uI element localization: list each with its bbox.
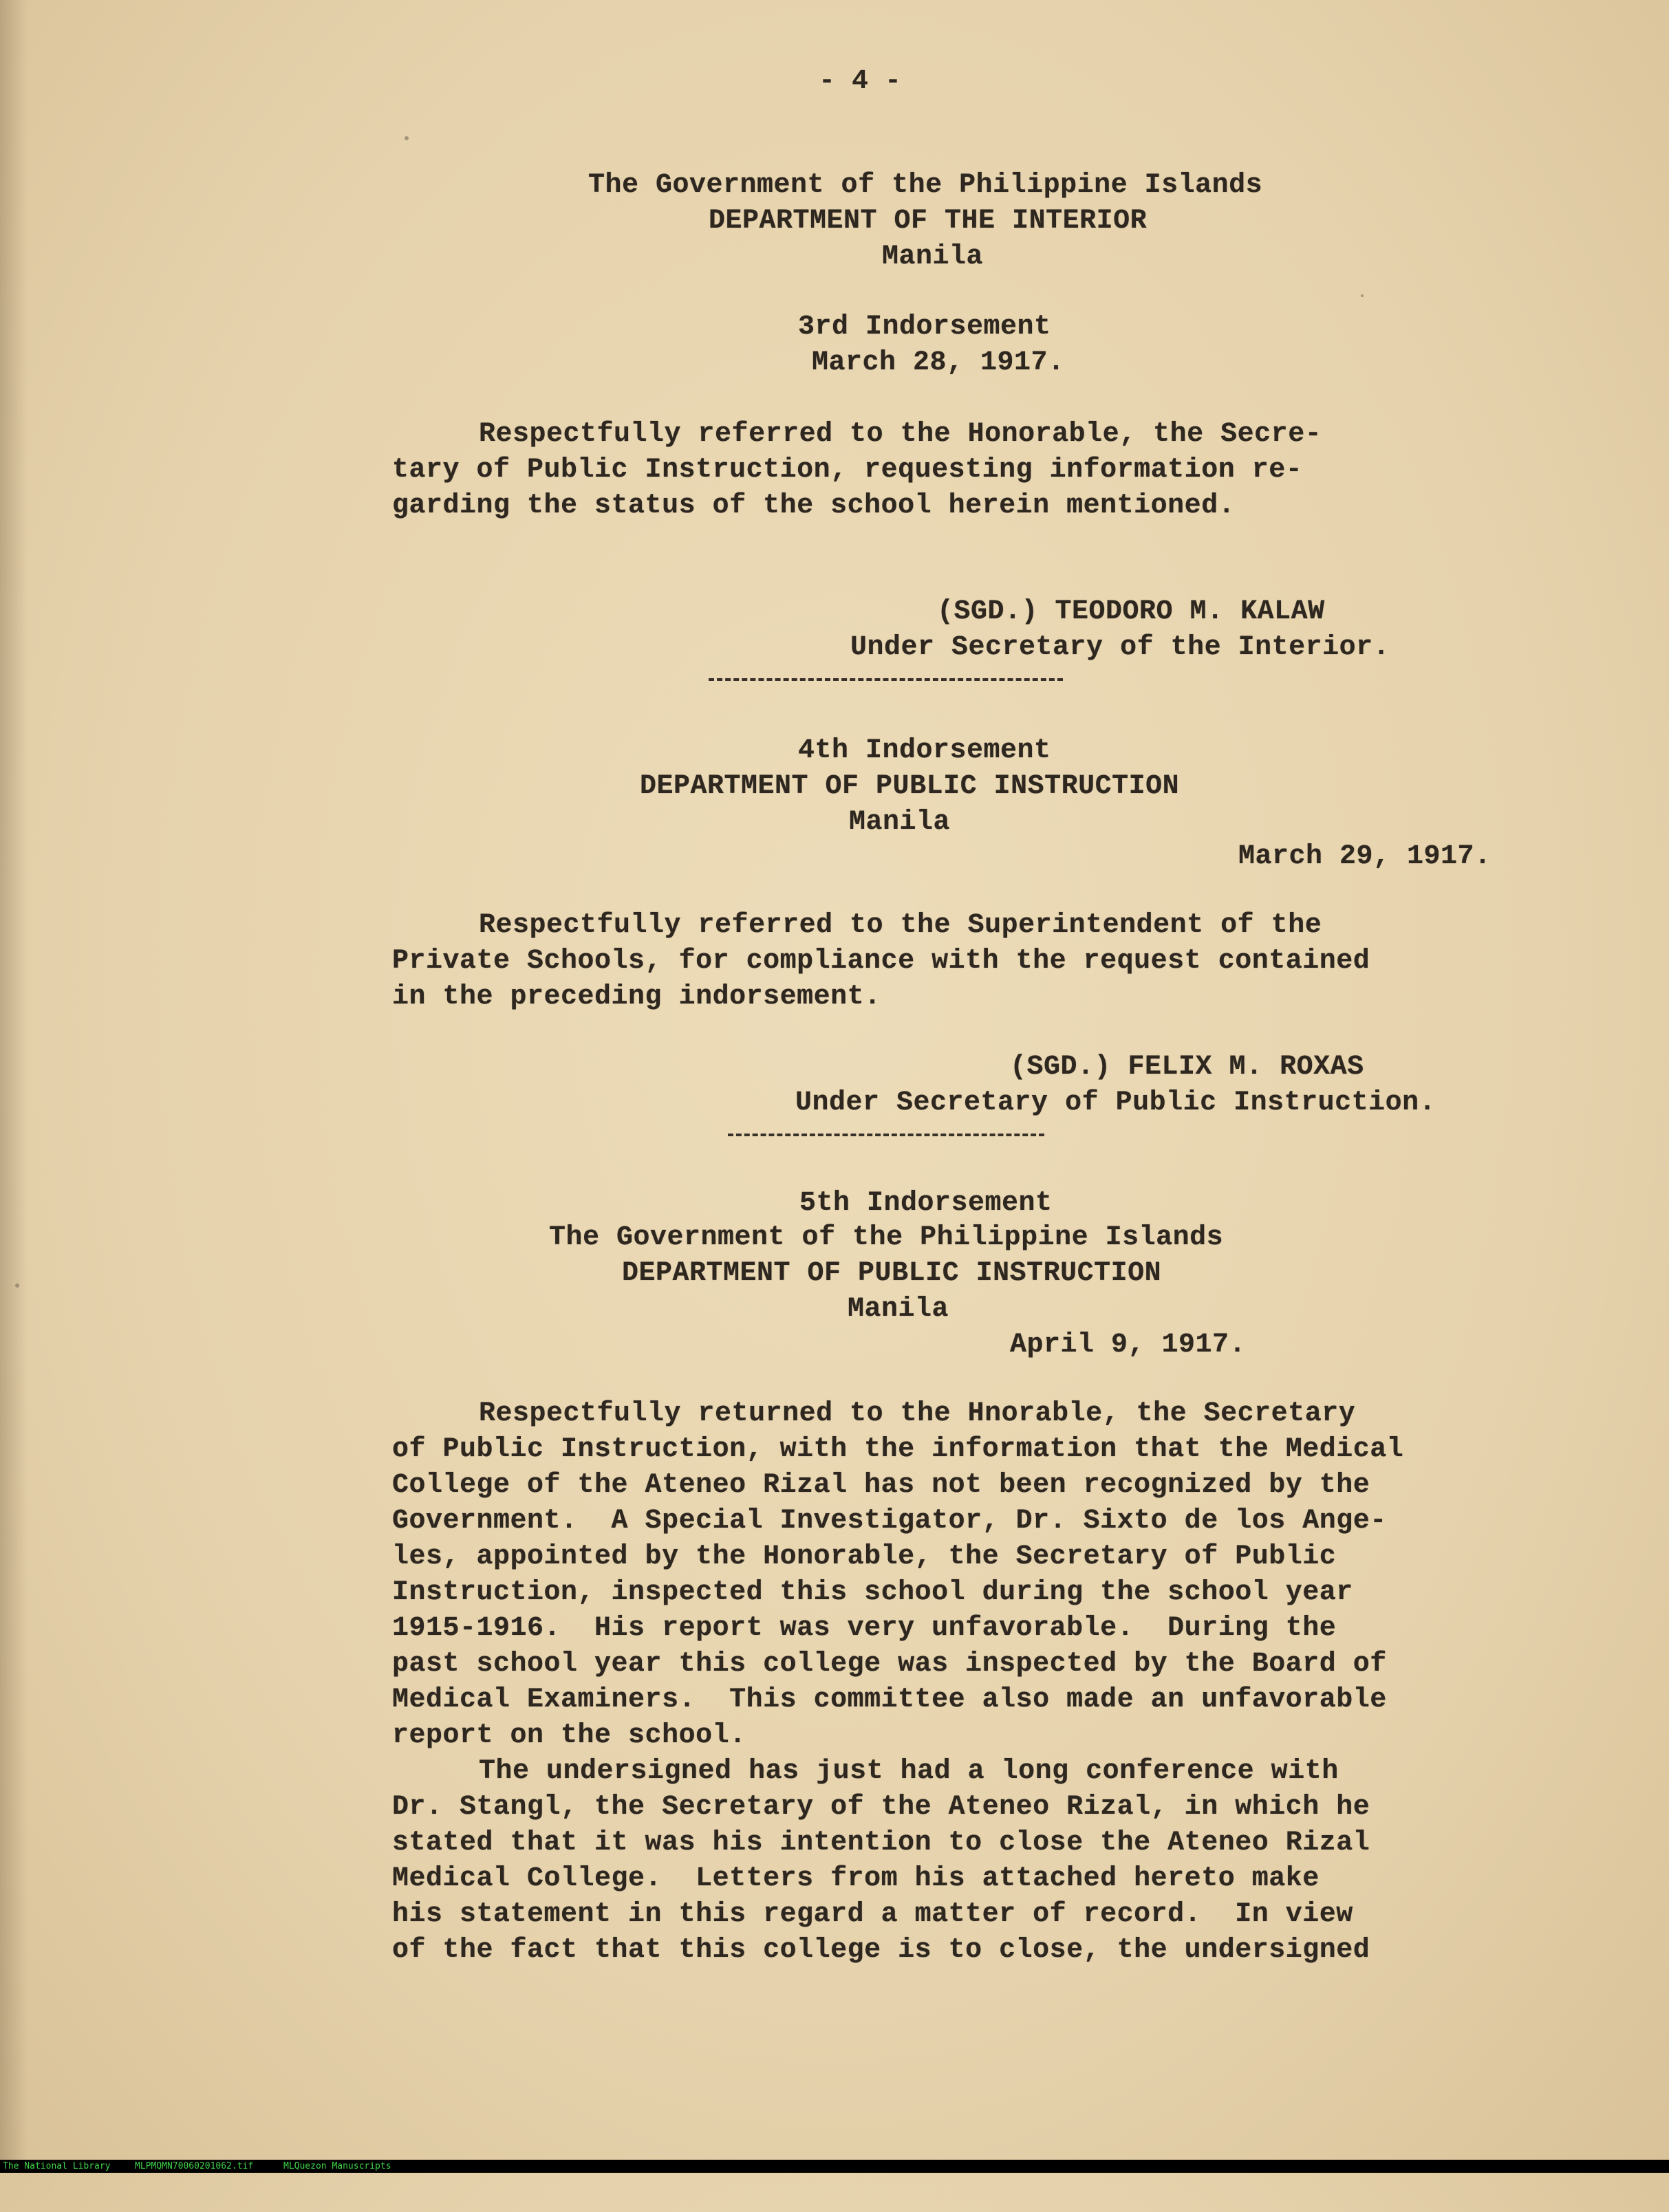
government-line: The Government of the Philippine Islands <box>549 1222 1224 1253</box>
body-line: tary of Public Instruction, requesting information re- <box>392 455 1303 486</box>
footer-collection: MLQuezon Manuscripts <box>283 2161 391 2171</box>
page-edge-shadow <box>0 0 28 2160</box>
scan-footer-bar <box>0 2160 1669 2173</box>
body-line: The undersigned has just had a long conference with <box>479 1756 1339 1787</box>
footer-library: The National Library <box>3 2161 111 2171</box>
body-line: College of the Ateneo Rizal has not been recognized by the <box>392 1470 1370 1501</box>
body-line: past school year this college was inspected by the Board of <box>392 1649 1387 1680</box>
body-line: Private Schools, for compliance with the request contained <box>392 946 1370 977</box>
department-public-instruction: DEPARTMENT OF PUBLIC INSTRUCTION <box>640 771 1180 802</box>
paper-speck <box>405 136 409 140</box>
signature-title-roxas: Under Secretary of Public Instruction. <box>795 1087 1436 1118</box>
body-line: garding the status of the school herein mentioned. <box>392 490 1236 521</box>
indorsement-title-5th: 5th Indorsement <box>799 1188 1053 1219</box>
body-line: report on the school. <box>392 1720 746 1751</box>
header-government: The Government of the Philippine Islands <box>588 170 1263 201</box>
header-department-interior: DEPARTMENT OF THE INTERIOR <box>709 206 1148 237</box>
body-line: Instruction, inspected this school during the school year <box>392 1577 1353 1608</box>
body-line: Government. A Special Investigator, Dr. Sixto de los Ange- <box>392 1506 1387 1537</box>
signature-title-kalaw: Under Secretary of the Interior. <box>850 632 1390 663</box>
body-line: Dr. Stangl, the Secretary of the Ateneo Rizal, in which he <box>392 1792 1370 1823</box>
signature-name-roxas: (SGD.) FELIX M. ROXAS <box>1010 1052 1364 1083</box>
body-line: les, appointed by the Honorable, the Secretary of Public <box>392 1541 1337 1572</box>
body-line: his statement in this regard a matter of record. In view <box>392 1899 1353 1930</box>
city-manila: Manila <box>848 1294 949 1325</box>
body-line: in the preceding indorsement. <box>392 982 881 1012</box>
section-divider <box>728 1134 1044 1136</box>
indorsement-date-5th: April 9, 1917. <box>1010 1330 1247 1360</box>
footer-file: MLPMQMN70060201062.tif <box>135 2161 254 2171</box>
signature-name-kalaw: (SGD.) TEODORO M. KALAW <box>937 596 1325 627</box>
body-line: 1915-1916. His report was very unfavorable. During the <box>392 1613 1337 1644</box>
city-manila: Manila <box>849 807 951 838</box>
body-line: Respectfully referred to the Honorable, the Secre- <box>479 419 1322 450</box>
indorsement-date-3rd: March 28, 1917. <box>812 347 1065 378</box>
section-divider <box>709 678 1063 681</box>
body-line: stated that it was his intention to close the Ateneo Rizal <box>392 1828 1370 1858</box>
body-line: Respectfully referred to the Superintendent of the <box>479 910 1322 941</box>
indorsement-title-4th: 4th Indorsement <box>798 735 1051 766</box>
indorsement-title-3rd: 3rd Indorsement <box>798 312 1051 343</box>
paper-speck <box>1361 294 1364 297</box>
indorsement-date-4th: March 29, 1917. <box>1238 841 1492 872</box>
body-line: Medical Examiners. This committee also made an unfavorable <box>392 1684 1387 1715</box>
department-public-instruction: DEPARTMENT OF PUBLIC INSTRUCTION <box>622 1258 1162 1289</box>
body-line: of the fact that this college is to close, the undersigned <box>392 1935 1370 1966</box>
header-city: Manila <box>882 241 984 272</box>
body-line: of Public Instruction, with the information that the Medical <box>392 1434 1404 1465</box>
body-line: Respectfully returned to the Hnorable, the Secretary <box>479 1398 1356 1429</box>
body-line: Medical College. Letters from his attached hereto make <box>392 1863 1320 1894</box>
page-number: - 4 - <box>819 66 902 97</box>
paper-speck <box>15 1283 19 1288</box>
